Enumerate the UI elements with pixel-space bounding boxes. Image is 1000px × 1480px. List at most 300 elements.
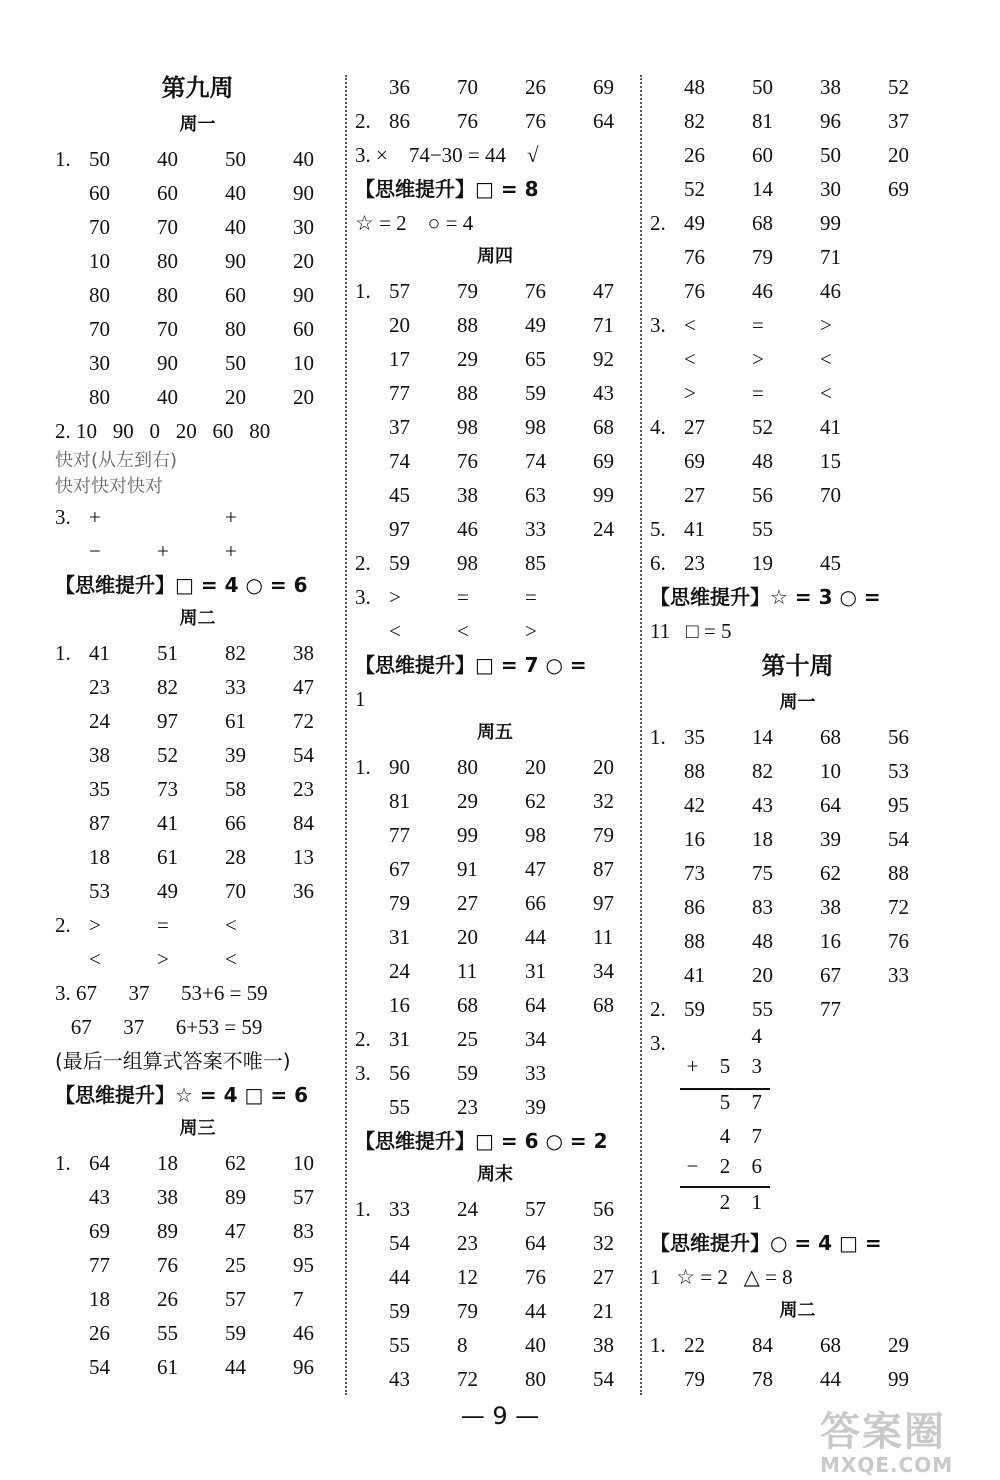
- answer-cell: <: [225, 947, 237, 971]
- answer-cell: 38: [820, 75, 841, 99]
- answer-cell: 31: [525, 959, 546, 983]
- answer-cell: 58: [225, 777, 246, 801]
- answer-cell: 21: [593, 1299, 614, 1323]
- question-number: 2.: [355, 1027, 371, 1051]
- answer-cell: 98: [525, 415, 546, 439]
- answer-cell: 13: [293, 845, 314, 869]
- answer-line: 1: [355, 687, 366, 711]
- answer-row: [650, 856, 945, 890]
- answer-line: 11 □ = 5: [650, 619, 732, 643]
- answer-cell: 17: [389, 347, 410, 371]
- answer-line: 1 ☆ = 2 △ = 8: [650, 1265, 793, 1289]
- vertical-calc-row: + 5 3: [686, 1054, 770, 1078]
- week-heading: 第十周: [761, 654, 834, 680]
- answer-row: [355, 546, 635, 580]
- answer-cell: 59: [225, 1321, 246, 1345]
- answer-cell: 40: [225, 181, 246, 205]
- thinking-answer: 【思维提升】□ = 4 ○ = 6: [55, 573, 308, 597]
- answer-row: [650, 720, 945, 754]
- answer-cell: 72: [457, 1367, 478, 1391]
- answer-cell: 68: [820, 725, 841, 749]
- answer-cell: >: [389, 585, 401, 609]
- vertical-calc-row: 4: [751, 1024, 770, 1048]
- answer-row: [355, 852, 635, 886]
- question-number: 2.: [355, 551, 371, 575]
- answer-row: [650, 512, 945, 546]
- answer-row: [55, 312, 340, 346]
- answer-cell: 76: [684, 279, 705, 303]
- answer-cell: 38: [157, 1185, 178, 1209]
- answer-cell: 23: [293, 777, 314, 801]
- answer-cell: 99: [457, 823, 478, 847]
- answer-cell: 99: [820, 211, 841, 235]
- answer-cell: 23: [684, 551, 705, 575]
- answer-cell: =: [525, 585, 537, 609]
- answer-cell: 31: [389, 1027, 410, 1051]
- answer-cell: =: [157, 913, 169, 937]
- answer-cell: =: [752, 313, 764, 337]
- question-number: 1.: [355, 1197, 371, 1221]
- answer-cell: 26: [525, 75, 546, 99]
- answer-cell: 14: [752, 177, 773, 201]
- answer-row: [55, 1146, 340, 1180]
- answer-cell: 69: [593, 75, 614, 99]
- week-heading: 第九周: [161, 76, 234, 102]
- day-heading: 周五: [477, 722, 513, 743]
- answer-cell: 55: [389, 1095, 410, 1119]
- answer-cell: 90: [389, 755, 410, 779]
- answer-cell: 27: [457, 891, 478, 915]
- answer-cell: 59: [684, 997, 705, 1021]
- answer-row: [650, 240, 945, 274]
- answer-row: [355, 342, 635, 376]
- vertical-calc-row: − 2 6: [686, 1154, 770, 1178]
- answer-row: [55, 346, 340, 380]
- thinking-answer: 【思维提升】□ = 7 ○ =: [355, 653, 587, 677]
- answer-cell: 37: [389, 415, 410, 439]
- answer-cell: 92: [593, 347, 614, 371]
- answer-cell: 60: [293, 317, 314, 341]
- answer-cell: 16: [820, 929, 841, 953]
- answer-cell: 29: [457, 789, 478, 813]
- answer-cell: 47: [225, 1219, 246, 1243]
- answer-cell: <: [89, 947, 101, 971]
- answer-cell: 82: [684, 109, 705, 133]
- answer-cell: 66: [225, 811, 246, 835]
- answer-cell: 59: [389, 1299, 410, 1323]
- answer-row: [650, 1362, 945, 1396]
- answer-cell: 64: [525, 1231, 546, 1255]
- answer-note: (最后一组算式答案不唯一): [55, 1049, 291, 1073]
- answer-row: [55, 278, 340, 312]
- answer-cell: 82: [225, 641, 246, 665]
- answer-cell: 52: [888, 75, 909, 99]
- answer-cell: 70: [457, 75, 478, 99]
- answer-cell: 63: [525, 483, 546, 507]
- answer-cell: 47: [525, 857, 546, 881]
- answer-cell: 79: [752, 245, 773, 269]
- answer-cell: 41: [684, 963, 705, 987]
- answer-cell: 43: [752, 793, 773, 817]
- answer-row: [355, 478, 635, 512]
- answer-row: [55, 636, 340, 670]
- answer-cell: 97: [593, 891, 614, 915]
- question-number: 3.: [355, 1061, 371, 1085]
- answer-cell: >: [820, 313, 832, 337]
- answer-cell: 47: [293, 675, 314, 699]
- answer-row: [650, 890, 945, 924]
- answer-cell: 68: [820, 1333, 841, 1357]
- answer-cell: >: [752, 347, 764, 371]
- answer-cell: 39: [820, 827, 841, 851]
- answer-cell: 88: [684, 929, 705, 953]
- answer-cell: 43: [593, 381, 614, 405]
- answer-row: [55, 1350, 340, 1384]
- handwritten-note: 快对(从左到右): [55, 450, 178, 471]
- answer-row: [650, 138, 945, 172]
- answer-row: [650, 206, 945, 240]
- answer-row: [650, 410, 945, 444]
- answer-cell: 18: [157, 1151, 178, 1175]
- handwritten-note: 快对快对快对: [55, 476, 163, 497]
- answer-cell: <: [820, 347, 832, 371]
- answer-cell: 20: [225, 385, 246, 409]
- answer-line: 3. × 74−30 = 44 √: [355, 143, 539, 167]
- answer-cell: 52: [752, 415, 773, 439]
- answer-row: [55, 670, 340, 704]
- answer-row: [55, 942, 340, 976]
- answer-cell: 80: [457, 755, 478, 779]
- answer-cell: 33: [888, 963, 909, 987]
- answer-cell: 50: [225, 147, 246, 171]
- answer-cell: 24: [89, 709, 110, 733]
- answer-row: [650, 308, 945, 342]
- answer-cell: 23: [457, 1231, 478, 1255]
- answer-cell: 65: [525, 347, 546, 371]
- answer-cell: 62: [820, 861, 841, 885]
- answer-cell: 70: [225, 879, 246, 903]
- answer-cell: 85: [525, 551, 546, 575]
- answer-cell: 57: [225, 1287, 246, 1311]
- answer-column-3: [650, 70, 945, 1396]
- answer-cell: 80: [225, 317, 246, 341]
- day-heading: 周三: [179, 1118, 216, 1139]
- answer-cell: 66: [525, 891, 546, 915]
- answer-cell: 46: [752, 279, 773, 303]
- answer-cell: 57: [525, 1197, 546, 1221]
- answer-cell: 32: [593, 1231, 614, 1255]
- question-number: 5.: [650, 517, 666, 541]
- answer-cell: 43: [89, 1185, 110, 1209]
- answer-row: [355, 580, 635, 614]
- answer-row: [355, 512, 635, 546]
- answer-cell: 79: [389, 891, 410, 915]
- answer-row: [55, 380, 340, 414]
- answer-row: [355, 954, 635, 988]
- answer-cell: 59: [525, 381, 546, 405]
- answer-cell: 54: [888, 827, 909, 851]
- answer-cell: 88: [457, 313, 478, 337]
- answer-cell: >: [525, 619, 537, 643]
- answer-cell: 59: [457, 1061, 478, 1085]
- answer-row: [650, 444, 945, 478]
- answer-cell: 15: [820, 449, 841, 473]
- answer-cell: 44: [525, 1299, 546, 1323]
- question-number: 3.: [650, 313, 666, 337]
- answer-row: [355, 818, 635, 852]
- answer-cell: 53: [888, 759, 909, 783]
- answer-cell: 46: [293, 1321, 314, 1345]
- answer-cell: 20: [389, 313, 410, 337]
- question-number: 4.: [650, 415, 666, 439]
- answer-cell: 55: [157, 1321, 178, 1345]
- answer-cell: 20: [888, 143, 909, 167]
- answer-row: [55, 500, 340, 534]
- answer-cell: 80: [89, 385, 110, 409]
- answer-cell: 82: [157, 675, 178, 699]
- answer-cell: 57: [293, 1185, 314, 1209]
- answer-cell: 68: [593, 993, 614, 1017]
- answer-cell: 36: [293, 879, 314, 903]
- answer-cell: 59: [389, 551, 410, 575]
- answer-cell: 64: [89, 1151, 110, 1175]
- answer-cell: 31: [389, 925, 410, 949]
- answer-cell: <: [684, 313, 696, 337]
- answer-cell: 23: [457, 1095, 478, 1119]
- day-heading: 周一: [179, 114, 216, 135]
- answer-row: [650, 70, 945, 104]
- answer-cell: 33: [389, 1197, 410, 1221]
- answer-row: [355, 750, 635, 784]
- answer-cell: 52: [157, 743, 178, 767]
- answer-cell: 77: [389, 823, 410, 847]
- calc-line: [680, 1088, 770, 1090]
- answer-cell: 61: [157, 845, 178, 869]
- answer-cell: 60: [89, 181, 110, 205]
- answer-cell: 35: [684, 725, 705, 749]
- answer-row: [355, 1022, 635, 1056]
- answer-cell: 70: [89, 215, 110, 239]
- answer-line: 2. 10 90 0 20 60 80: [55, 419, 271, 443]
- answer-cell: 76: [525, 109, 546, 133]
- answer-cell: 72: [888, 895, 909, 919]
- answer-cell: 81: [389, 789, 410, 813]
- answer-cell: 46: [457, 517, 478, 541]
- thinking-answer: 【思维提升】☆ = 3 ○ =: [650, 585, 881, 609]
- answer-cell: 60: [157, 181, 178, 205]
- answer-cell: 29: [888, 1333, 909, 1357]
- answer-cell: 80: [89, 283, 110, 307]
- answer-cell: 10: [293, 1151, 314, 1175]
- answer-cell: 97: [157, 709, 178, 733]
- answer-line: 3. 67 37 53+6 = 59: [55, 981, 268, 1005]
- answer-cell: >: [157, 947, 169, 971]
- answer-cell: 75: [752, 861, 773, 885]
- answer-cell: 90: [293, 181, 314, 205]
- answer-cell: 57: [389, 279, 410, 303]
- answer-cell: 44: [389, 1265, 410, 1289]
- question-number: 1.: [650, 725, 666, 749]
- watermark-url: MXQE.COM: [820, 1453, 954, 1477]
- answer-cell: 77: [389, 381, 410, 405]
- answer-row: [355, 410, 635, 444]
- answer-cell: 20: [752, 963, 773, 987]
- answer-cell: <: [457, 619, 469, 643]
- answer-cell: +: [225, 539, 237, 563]
- answer-cell: 70: [157, 317, 178, 341]
- answer-cell: 95: [293, 1253, 314, 1277]
- answer-column-1: [55, 70, 340, 1384]
- answer-cell: 40: [157, 147, 178, 171]
- answer-cell: 22: [684, 1333, 705, 1357]
- day-heading: 周一: [779, 692, 816, 713]
- answer-row: [55, 534, 340, 568]
- vertical-calc-row: 4 7: [719, 1124, 770, 1148]
- answer-cell: 11: [593, 925, 614, 949]
- answer-cell: 40: [525, 1333, 546, 1357]
- answer-row: [55, 738, 340, 772]
- answer-cell: 20: [525, 755, 546, 779]
- answer-cell: 62: [525, 789, 546, 813]
- answer-cell: 38: [593, 1333, 614, 1357]
- answer-row: [355, 70, 635, 104]
- answer-cell: 8: [457, 1333, 468, 1357]
- answer-cell: 45: [389, 483, 410, 507]
- answer-row: [355, 1260, 635, 1294]
- answer-cell: 48: [752, 929, 773, 953]
- answer-cell: 70: [157, 215, 178, 239]
- question-number: 1.: [55, 147, 71, 171]
- answer-cell: 80: [157, 249, 178, 273]
- answer-cell: 54: [593, 1367, 614, 1391]
- answer-row: [55, 908, 340, 942]
- answer-cell: 88: [684, 759, 705, 783]
- answer-cell: <: [225, 913, 237, 937]
- answer-cell: 73: [684, 861, 705, 885]
- answer-cell: 16: [389, 993, 410, 1017]
- answer-column-2: [355, 70, 635, 1396]
- page-number: — 9 —: [460, 1402, 540, 1430]
- question-number: 1.: [355, 755, 371, 779]
- answer-cell: 14: [752, 725, 773, 749]
- answer-row: [55, 176, 340, 210]
- answer-cell: 26: [89, 1321, 110, 1345]
- answer-cell: 20: [293, 249, 314, 273]
- answer-cell: 50: [820, 143, 841, 167]
- answer-cell: 48: [684, 75, 705, 99]
- answer-cell: 76: [157, 1253, 178, 1277]
- answer-cell: 38: [820, 895, 841, 919]
- answer-cell: 91: [457, 857, 478, 881]
- question-number: 1.: [55, 641, 71, 665]
- answer-cell: 27: [684, 415, 705, 439]
- answer-cell: 44: [225, 1355, 246, 1379]
- answer-row: [55, 244, 340, 278]
- answer-cell: 27: [593, 1265, 614, 1289]
- answer-cell: 24: [389, 959, 410, 983]
- answer-cell: 24: [593, 517, 614, 541]
- answer-cell: 64: [525, 993, 546, 1017]
- answer-row: [650, 376, 945, 410]
- answer-cell: 61: [157, 1355, 178, 1379]
- answer-cell: 30: [820, 177, 841, 201]
- answer-cell: >: [89, 913, 101, 937]
- answer-cell: 36: [389, 75, 410, 99]
- answer-cell: 77: [89, 1253, 110, 1277]
- answer-cell: 54: [389, 1231, 410, 1255]
- answer-row: [650, 546, 945, 580]
- answer-cell: 97: [389, 517, 410, 541]
- answer-cell: 20: [293, 385, 314, 409]
- answer-cell: 42: [684, 793, 705, 817]
- thinking-answer: 【思维提升】☆ = 4 □ = 6: [55, 1083, 308, 1107]
- answer-cell: 10: [293, 351, 314, 375]
- answer-row: [650, 274, 945, 308]
- answer-cell: 98: [525, 823, 546, 847]
- answer-row: [650, 1328, 945, 1362]
- question-number: 2.: [355, 109, 371, 133]
- answer-row: [650, 172, 945, 206]
- answer-cell: 76: [457, 449, 478, 473]
- answer-cell: 76: [457, 109, 478, 133]
- answer-cell: 87: [89, 811, 110, 835]
- answer-cell: 51: [157, 641, 178, 665]
- vertical-calc-row: 2 1: [719, 1190, 770, 1214]
- answer-cell: 77: [820, 997, 841, 1021]
- answer-cell: 70: [820, 483, 841, 507]
- answer-cell: 69: [89, 1219, 110, 1243]
- answer-row: [355, 1294, 635, 1328]
- vertical-calculation: [650, 1026, 945, 1226]
- answer-cell: 86: [684, 895, 705, 919]
- answer-cell: 84: [752, 1333, 773, 1357]
- answer-cell: 87: [593, 857, 614, 881]
- answer-cell: 37: [888, 109, 909, 133]
- answer-cell: 73: [157, 777, 178, 801]
- question-number: 3.: [55, 505, 71, 529]
- answer-cell: 68: [752, 211, 773, 235]
- answer-cell: 38: [457, 483, 478, 507]
- answer-cell: 74: [525, 449, 546, 473]
- answer-cell: 74: [389, 449, 410, 473]
- answer-cell: 68: [457, 993, 478, 1017]
- answer-row: [355, 1328, 635, 1362]
- answer-cell: 79: [593, 823, 614, 847]
- answer-cell: >: [684, 381, 696, 405]
- answer-cell: 34: [593, 959, 614, 983]
- answer-row: [650, 992, 945, 1026]
- answer-cell: 54: [293, 743, 314, 767]
- thinking-answer: 【思维提升】□ = 6 ○ = 2: [355, 1129, 608, 1153]
- answer-cell: 29: [457, 347, 478, 371]
- answer-cell: 90: [293, 283, 314, 307]
- answer-cell: 55: [389, 1333, 410, 1357]
- answer-row: [355, 104, 635, 138]
- answer-cell: 43: [389, 1367, 410, 1391]
- answer-cell: 26: [157, 1287, 178, 1311]
- answer-row: [355, 376, 635, 410]
- answer-cell: 38: [89, 743, 110, 767]
- answer-cell: 38: [293, 641, 314, 665]
- question-number: 2.: [650, 997, 666, 1021]
- watermark-text: 答案圈: [820, 1409, 946, 1455]
- answer-cell: 40: [293, 147, 314, 171]
- answer-cell: 70: [89, 317, 110, 341]
- answer-cell: 24: [457, 1197, 478, 1221]
- answer-cell: 44: [820, 1367, 841, 1391]
- answer-row: [55, 1180, 340, 1214]
- day-heading: 周二: [779, 1300, 816, 1321]
